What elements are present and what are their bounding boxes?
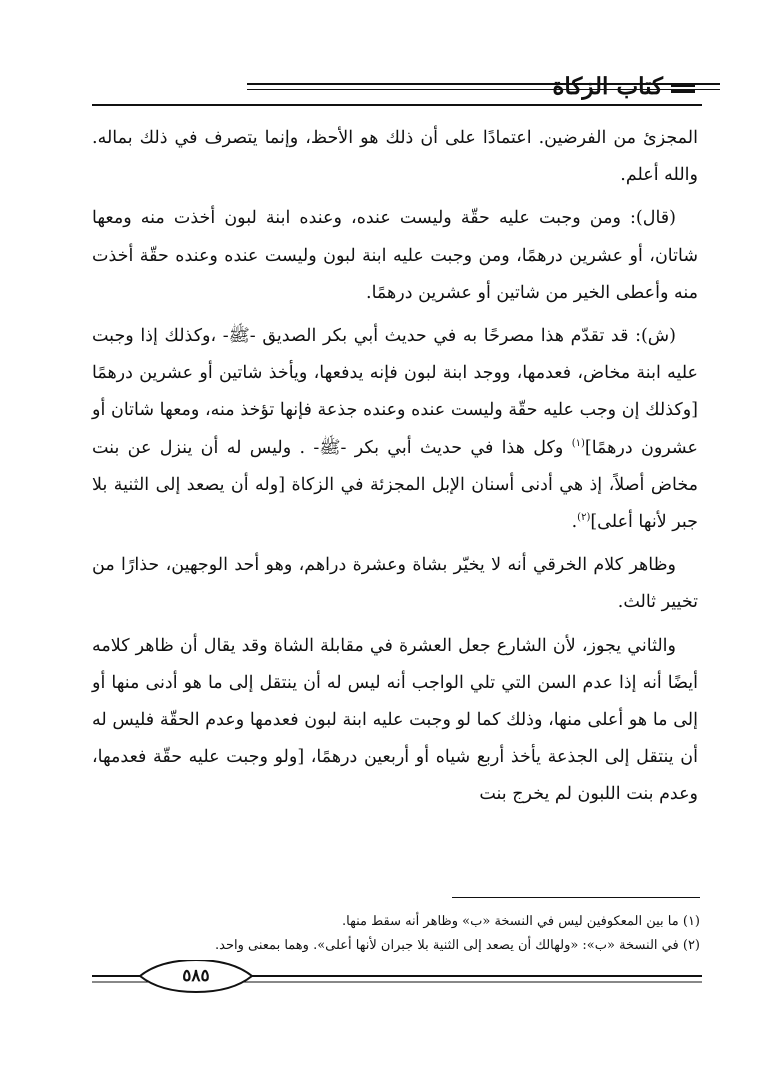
paragraph-text: (ش): قد تقدّم هذا مصرحًا به في حديث أبي بكر الصديق -ﷺ- ،وكذلك إذا وجبت عليه ابنة مخاض، فعدمها، ووجد ابنة لبون فإنه يدفعها، ويأخذ شاتين أو عشرين درهمًا [وكذلك إن وجب عليه حقّة وليست عنده وعنده جذعة فإنها تؤخذ منه، ومعها شاتان أو عشرون درهمًا] bbox=[92, 326, 698, 458]
chapter-title: كتاب الزكاة bbox=[552, 73, 663, 100]
header-ornament bbox=[671, 84, 695, 94]
paragraph: والثاني يجوز، لأن الشارع جعل العشرة في مقابلة الشاة وقد يقال أن ظاهر كلامه أيضًا أنه إذا عدم السن التي تلي الواجب أنه ليس له أن ينتقل إلى ما هو أدنى منها أو إلى ما هو أعلى منها، وذلك كما لو وجبت عليه ابنة لبون فعدمها وعدم الحقّة فليس له أن ينتقل إلى الجذعة يأخذ أربع شياه أو أربعين درهمًا، [ولو وجبت عليه حقّة فعدمها، وعدم بنت اللبون لم يخرج بنت bbox=[92, 635, 698, 805]
paragraph-text: وكل هذا في حديث أبي بكر -ﷺ- . وليس له أن ينزل عن بنت مخاض أصلاً، إذ هي أدنى أسنان الإبل المجزئة في الزكاة [وله أن يصعد إلى الثنية بلا جبر لأنها أعلى] bbox=[92, 437, 698, 533]
running-header bbox=[0, 0, 767, 110]
footer-ornament bbox=[0, 960, 767, 1020]
footnote-separator bbox=[452, 897, 700, 898]
header-rule-left bbox=[92, 104, 702, 106]
paragraph: وظاهر كلام الخرقي أنه لا يخيّر بشاة وعشرة دراهم، وهو أحد الوجهين، حذارًا من تخيير ثالث. bbox=[92, 555, 698, 613]
main-text bbox=[92, 120, 698, 820]
paragraph: (قال): ومن وجبت عليه حقّة وليست عنده، وعنده ابنة لبون أخذت منه ومعها شاتان، أو عشرين درهمًا، ومن وجبت عليه ابنة لبون وليست عنده وعنده حقّة أخذت منه وأعطى الخير من شاتين أو عشرين درهمًا. bbox=[92, 208, 698, 303]
page-footer bbox=[0, 960, 767, 1020]
footnote: (٢) في النسخة «ب»: «ولهالك أن يصعد إلى الثنية بلا جبران لأنها أعلى». وهما بمعنى واحد. bbox=[215, 938, 700, 953]
page-number: ٥٨٥ bbox=[182, 966, 210, 986]
paragraph bbox=[92, 318, 698, 541]
paragraph: المجزئ من الفرضين. اعتمادًا على أن ذلك هو الأحظ، وإنما يتصرف في ذلك بماله. والله أعلم. bbox=[92, 128, 698, 186]
footnote-ref: (١) bbox=[571, 437, 585, 449]
footnote-ref: (٢) bbox=[577, 512, 591, 524]
paragraph-text: . bbox=[571, 512, 578, 533]
footnotes bbox=[130, 910, 700, 958]
footnote: (١) ما بين المعكوفين ليس في النسخة «ب» وظاهر أنه سقط منها. bbox=[342, 914, 700, 929]
